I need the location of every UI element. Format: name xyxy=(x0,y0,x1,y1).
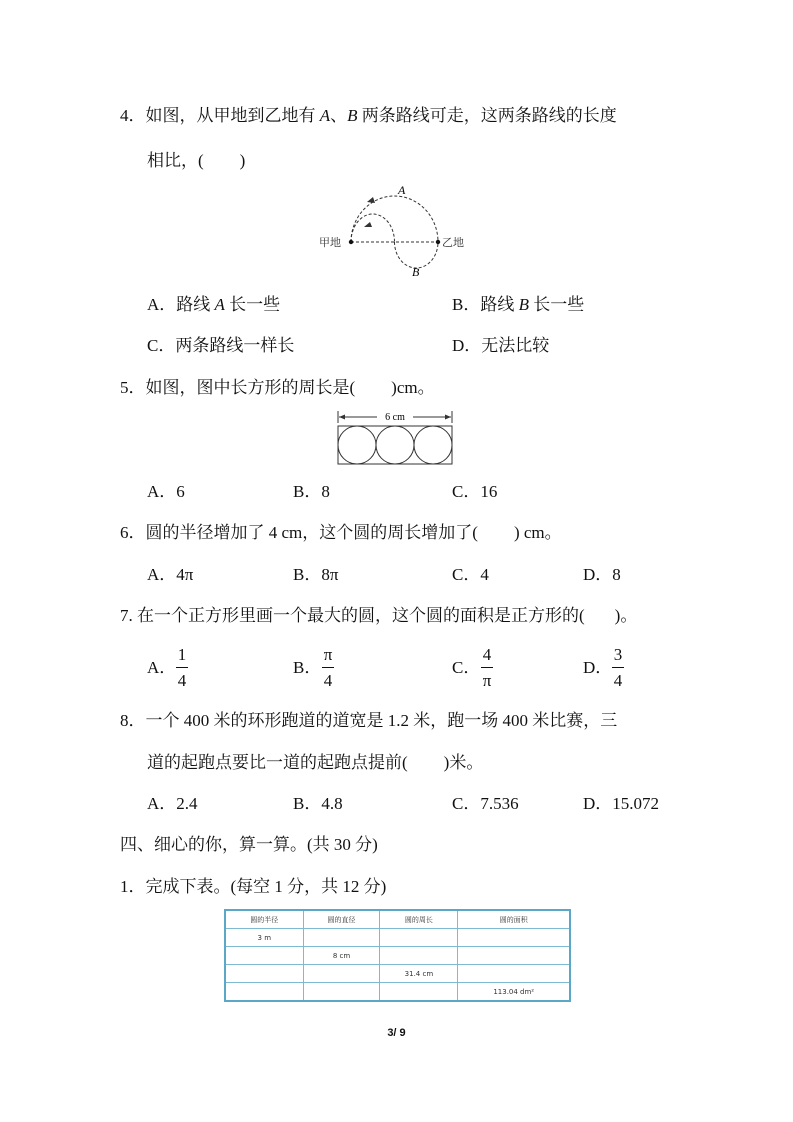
numerator: 1 xyxy=(177,645,187,664)
numerator: π xyxy=(323,645,333,664)
table-header-cell: 圆的直径 xyxy=(303,910,380,929)
q7-option-d-label[interactable]: D． xyxy=(583,658,613,677)
table-cell-blank[interactable] xyxy=(225,947,303,965)
q6-stem: 6．圆的半径增加了 4 cm，这个圆的周长增加了( ) cm。 xyxy=(120,523,562,542)
table-header-row xyxy=(225,910,570,929)
q4-option-d[interactable]: D．无法比较 xyxy=(452,336,550,355)
q7-option-a-fraction[interactable] xyxy=(176,645,188,691)
q7-option-b-fraction[interactable] xyxy=(322,645,334,691)
q7-option-b-label[interactable]: B． xyxy=(293,658,322,677)
q7-option-c-fraction[interactable] xyxy=(481,645,493,691)
route-a-arc xyxy=(351,196,438,242)
table-cell-blank[interactable] xyxy=(458,947,570,965)
rectangle-circles-diagram xyxy=(335,408,459,468)
q7-option-d-fraction[interactable] xyxy=(612,645,624,691)
q7-option-c-label[interactable]: C． xyxy=(452,658,481,677)
table-row xyxy=(225,965,570,983)
q8-stem-line1: 8．一个 400 米的环形跑道的道宽是 1.2 米，跑一场 400 米比赛，三 xyxy=(120,711,618,730)
table-row xyxy=(225,947,570,965)
start-point xyxy=(349,240,353,244)
label-start: 甲地 xyxy=(319,236,341,249)
table-cell-blank[interactable] xyxy=(458,965,570,983)
label-end: 乙地 xyxy=(442,236,464,249)
table-cell-blank[interactable] xyxy=(303,983,380,1002)
q4-option-c[interactable]: C．两条路线一样长 xyxy=(147,336,295,355)
denominator: 4 xyxy=(177,671,187,690)
section-title: 四、细心的你，算一算。(共 30 分) xyxy=(120,835,378,854)
q8-option-b[interactable]: B．4.8 xyxy=(293,794,343,813)
table-cell: 113.04 dm² xyxy=(458,983,570,1002)
label-a: A xyxy=(398,183,406,197)
q6-option-d[interactable]: D．8 xyxy=(583,565,621,584)
q5-option-c[interactable]: C．16 xyxy=(452,482,498,501)
numerator: 4 xyxy=(482,645,492,664)
circle-2 xyxy=(376,426,414,464)
q4-stem-line1: 4．如图，从甲地到乙地有 A、B 两条路线可走，这两条路线的长度 xyxy=(120,106,617,125)
fraction-bar xyxy=(612,667,624,668)
table-cell-blank[interactable] xyxy=(380,929,458,947)
q7-option-a-label[interactable]: A． xyxy=(147,658,177,677)
q8-option-d[interactable]: D．15.072 xyxy=(583,794,660,813)
q7-stem: 7. 在一个正方形里画一个最大的圆，这个圆的面积是正方形的( )。 xyxy=(120,606,638,625)
table-cell-blank[interactable] xyxy=(225,983,303,1002)
denominator: π xyxy=(482,671,492,690)
label-b: B xyxy=(412,265,420,279)
q4-stem-line2: 相比，( ) xyxy=(147,151,246,170)
table-header-cell: 圆的周长 xyxy=(380,910,458,929)
q8-option-a[interactable]: A．2.4 xyxy=(147,794,198,813)
q4-option-a[interactable]: A．路线 A 长一些 xyxy=(147,295,281,314)
table-cell-blank[interactable] xyxy=(458,929,570,947)
q6-option-a[interactable]: A．4π xyxy=(147,565,194,584)
route-b-upper-arc xyxy=(351,214,395,242)
dimension-arrow-left xyxy=(339,415,345,420)
table-row xyxy=(225,929,570,947)
route-diagram xyxy=(315,180,475,280)
q5-stem: 5．如图，图中长方形的周长是( )cm。 xyxy=(120,378,435,397)
table-header-cell: 圆的面积 xyxy=(458,910,570,929)
dimension-label: 6 cm xyxy=(385,412,405,423)
table-cell-blank[interactable] xyxy=(303,929,380,947)
circle-3 xyxy=(414,426,452,464)
table-cell-blank[interactable] xyxy=(380,983,458,1002)
q5-option-a[interactable]: A．6 xyxy=(147,482,185,501)
q8-option-c[interactable]: C．7.536 xyxy=(452,794,519,813)
q6-option-b[interactable]: B．8π xyxy=(293,565,339,584)
table-cell: 3 m xyxy=(225,929,303,947)
rectangle xyxy=(338,426,452,464)
s4q1-stem: 1．完成下表。(每空 1 分，共 12 分) xyxy=(120,877,387,896)
end-point xyxy=(436,240,440,244)
table-cell-blank[interactable] xyxy=(225,965,303,983)
table-cell-blank[interactable] xyxy=(380,947,458,965)
table-cell-blank[interactable] xyxy=(303,965,380,983)
table-row xyxy=(225,983,570,1002)
dimension-arrow-right xyxy=(445,415,451,420)
numerator: 3 xyxy=(613,645,623,664)
fraction-bar xyxy=(322,667,334,668)
circle-1 xyxy=(338,426,376,464)
fraction-bar xyxy=(481,667,493,668)
table-cell: 8 cm xyxy=(303,947,380,965)
q4-option-b[interactable]: B．路线 B 长一些 xyxy=(452,295,585,314)
q8-stem-line2: 道的起跑点要比一道的起跑点提前( )米。 xyxy=(147,753,484,772)
circle-table xyxy=(224,909,571,1002)
q6-option-c[interactable]: C．4 xyxy=(452,565,489,584)
q5-option-b[interactable]: B．8 xyxy=(293,482,330,501)
route-a-arrow xyxy=(367,197,375,203)
table-cell: 31.4 cm xyxy=(380,965,458,983)
denominator: 4 xyxy=(613,671,623,690)
route-b-arrow xyxy=(364,222,372,227)
fraction-bar xyxy=(176,667,188,668)
denominator: 4 xyxy=(323,671,333,690)
page-number: 3/ 9 xyxy=(387,1027,406,1039)
table-header-cell: 圆的半径 xyxy=(225,910,303,929)
